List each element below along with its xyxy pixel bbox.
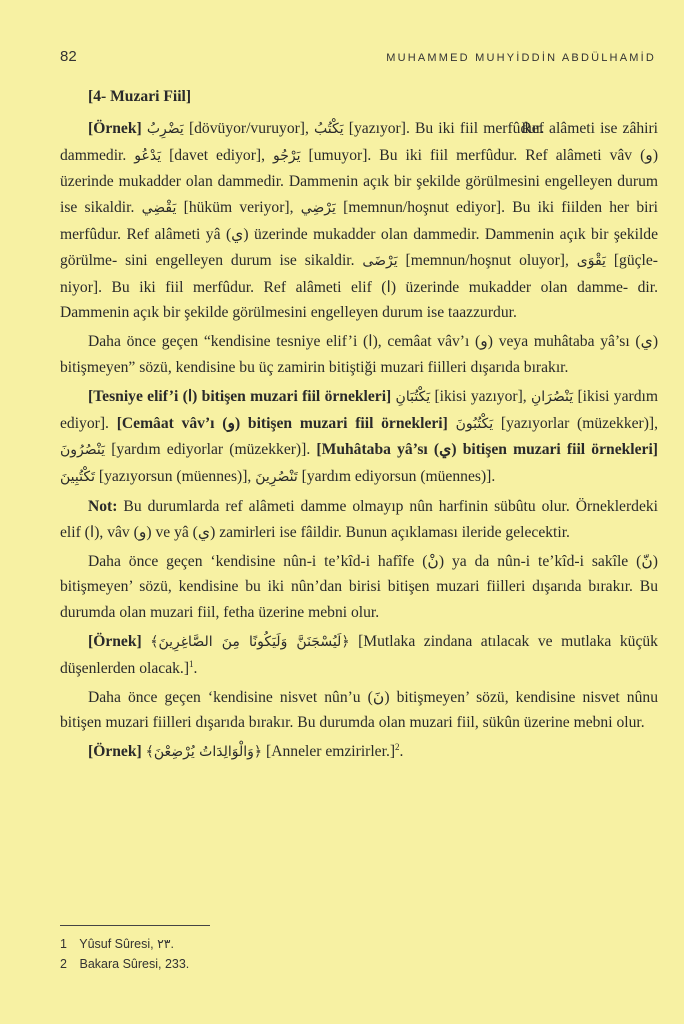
bold-heading: [Tesniye elif’i (ا) bitişen muzari fiil örnekleri] — [88, 387, 392, 405]
footnote-item — [60, 954, 189, 974]
example-label: [Örnek] — [88, 632, 142, 650]
paragraph-5 — [60, 549, 658, 626]
paragraph-4 — [60, 494, 658, 546]
arabic-word: يَكْتُبَانِ — [395, 388, 431, 405]
footnote-number: 2 — [60, 957, 67, 971]
footnote-text: Yûsuf Sûresi, ٢٣. — [79, 937, 174, 951]
arabic-word: يَقْضِي — [141, 200, 177, 217]
bold-heading: [Muhâtaba yâ’sı (ي) bitişen muzari fiil örnekleri] — [316, 441, 658, 459]
text-run: [Anneler emzirirler.] — [266, 743, 396, 761]
text-run: niyor]. Bu iki fiil merfûdur. Ref alâmeti elif (ا) üzerinde mukadder olan damme- — [60, 278, 629, 296]
text-run: [yazıyor]. Bu iki fiil merfûdur. — [348, 119, 545, 137]
text-run: Daha önce geçen ‘kendisine nûn-i te’kîd-i hafîfe (نْ) ya da nûn-i te’kîd-i sakîle (نّ) bitişmeyen’ sözü, kendisine bu iki nûn’dan birisi bitişen muzari fiilleri dışarıda bırakır. Bu durumda olan muzari fiil, fetha üzerine mebni olur. — [60, 552, 658, 622]
text-run: [umuyor]. Bu iki fiil — [308, 146, 449, 164]
footnote-item — [60, 934, 189, 954]
footnote-ref: 2 — [395, 741, 400, 752]
text-run: [yazıyorsun (müennes)], — [98, 468, 252, 486]
arabic-word: يَنْصُرَانِ — [530, 388, 574, 405]
arabic-word: تَنْصُرِينَ — [255, 469, 298, 486]
arabic-word: يَرْجُو — [273, 147, 301, 164]
text-run: [dövüyor/vuruyor], — [188, 119, 309, 137]
running-head: MUHAMMED MUHYİDDİN ABDÜLHAMİD — [386, 52, 656, 64]
text-run: açık bir şekilde görülmesini engelleyen durum ise sikaldir. — [60, 173, 658, 217]
paragraph-3 — [60, 384, 658, 491]
bold-heading: [Cemâat vâv’ı (و) bitişen muzari fiil örnekleri] — [116, 414, 448, 432]
paragraph-1 — [60, 116, 658, 326]
example-label: [Örnek] — [88, 119, 142, 137]
text-run: (ي) üzerinde mukadder olan dammedir. Dammenin açık bir şekilde görülme- — [60, 225, 658, 269]
text-run: [yazıyorlar (müzekker)], — [500, 414, 659, 432]
section-title — [88, 84, 658, 110]
arabic-word: يَضْرِبُ — [146, 120, 184, 137]
text-run: [yardım ediyorlar (müzekker)]. — [111, 441, 311, 459]
main-text — [60, 84, 659, 769]
text-run: [güçle- — [613, 251, 658, 269]
text-run: . — [193, 659, 198, 677]
text-run: Ref alâmeti ise zâhiri dammedir. — [60, 119, 659, 164]
quran-verse: ﴿لَيُسْجَنَنَّ وَلَيَكُونًا مِنَ الصَّاغِرِينَ﴾ — [150, 633, 350, 650]
paragraph-2 — [60, 329, 658, 381]
footnote-divider — [60, 925, 210, 926]
text-run: [ikisi yazıyor], — [434, 387, 527, 405]
paragraph-7 — [60, 685, 658, 737]
text-run: Daha önce geçen ‘kendisine nisvet nûn’u (نَ) bitişmeyen’ sözü, kendisine nisvet nûnu bitişen muzari fiilleri dışarıda bırakır. Bu durumda olan muzari fiil, sükûn üzerine mebni olur. — [60, 688, 658, 732]
text-run: Daha önce geçen “kendisine tesniye elif’i (ا), cemâat vâv’ı (و) veya muhâtaba yâ’sı (ي) bitişmeyen” sözü, kendisine bu üç zamirin bitiştiği muzari fiilleri dışarıda bırakır. — [60, 333, 659, 376]
text-run: [Mutlaka zindana atılacak ve mutlaka küçük düşenlerden olacak.] — [60, 632, 658, 677]
paragraph-8 — [60, 739, 658, 766]
text-run: [ikisi yardım ediyor]. — [60, 387, 658, 432]
arabic-word: يَرْضِي — [300, 200, 336, 217]
text-run: dir. Dammenin açık bir şekilde görülmesini engelleyen durum ise taazzurdur. — [60, 278, 658, 322]
arabic-word: يَقْوَى — [576, 252, 606, 269]
arabic-word: يَكْتُبُ — [314, 120, 344, 137]
example-label: [Örnek] — [88, 743, 142, 761]
text-run: [yardım ediyorsun (müennes)]. — [301, 468, 496, 486]
text-run: . — [399, 743, 404, 761]
text-run: sini engelleyen durum ise sikaldir. — [125, 251, 355, 269]
note-label: Not: — [88, 497, 118, 515]
footnote-number: 1 — [60, 937, 67, 951]
arabic-word: يَكْتُبُونَ — [455, 415, 494, 432]
text-run: merfûdur. Ref alâmeti vâv (و) üzerinde mukadder olan dammedir. Dammenin — [60, 146, 659, 191]
text-run: [hüküm veriyor], — [183, 199, 294, 217]
text-run: [memnun/hoşnut ediyor]. Bu iki fiilden her biri merfûdur. Ref alâmeti yâ — [60, 199, 659, 243]
footnote-ref: 1 — [189, 658, 194, 669]
text-run: [davet ediyor], — [169, 146, 265, 164]
text-run: Bu durumlarda ref alâmeti damme olmayıp nûn harfinin sübûtu olur. Örneklerdeki elif (ا), vâv (و) ve yâ (ي) zamirleri ise fâildir. Bunun açıklaması ileride gelecektir. — [60, 497, 658, 541]
arabic-word: يَرْضَى — [362, 252, 398, 269]
footnotes — [60, 934, 189, 974]
section-title-text: [4- Muzari Fiil] — [88, 88, 192, 105]
text-run: [memnun/hoşnut oluyor], — [405, 251, 569, 269]
quran-verse: ﴿وَالْوَالِدَاتُ يُرْضِعْنَ﴾ — [145, 744, 263, 761]
arabic-word: يَنْصُرُونَ — [60, 442, 106, 459]
arabic-word: تَكْتُبِينَ — [60, 469, 95, 486]
page-number: 82 — [60, 48, 77, 65]
arabic-word: يَدْعُو — [134, 147, 162, 164]
footnote-text: Bakara Sûresi, 233. — [79, 957, 190, 971]
paragraph-6 — [60, 629, 658, 682]
